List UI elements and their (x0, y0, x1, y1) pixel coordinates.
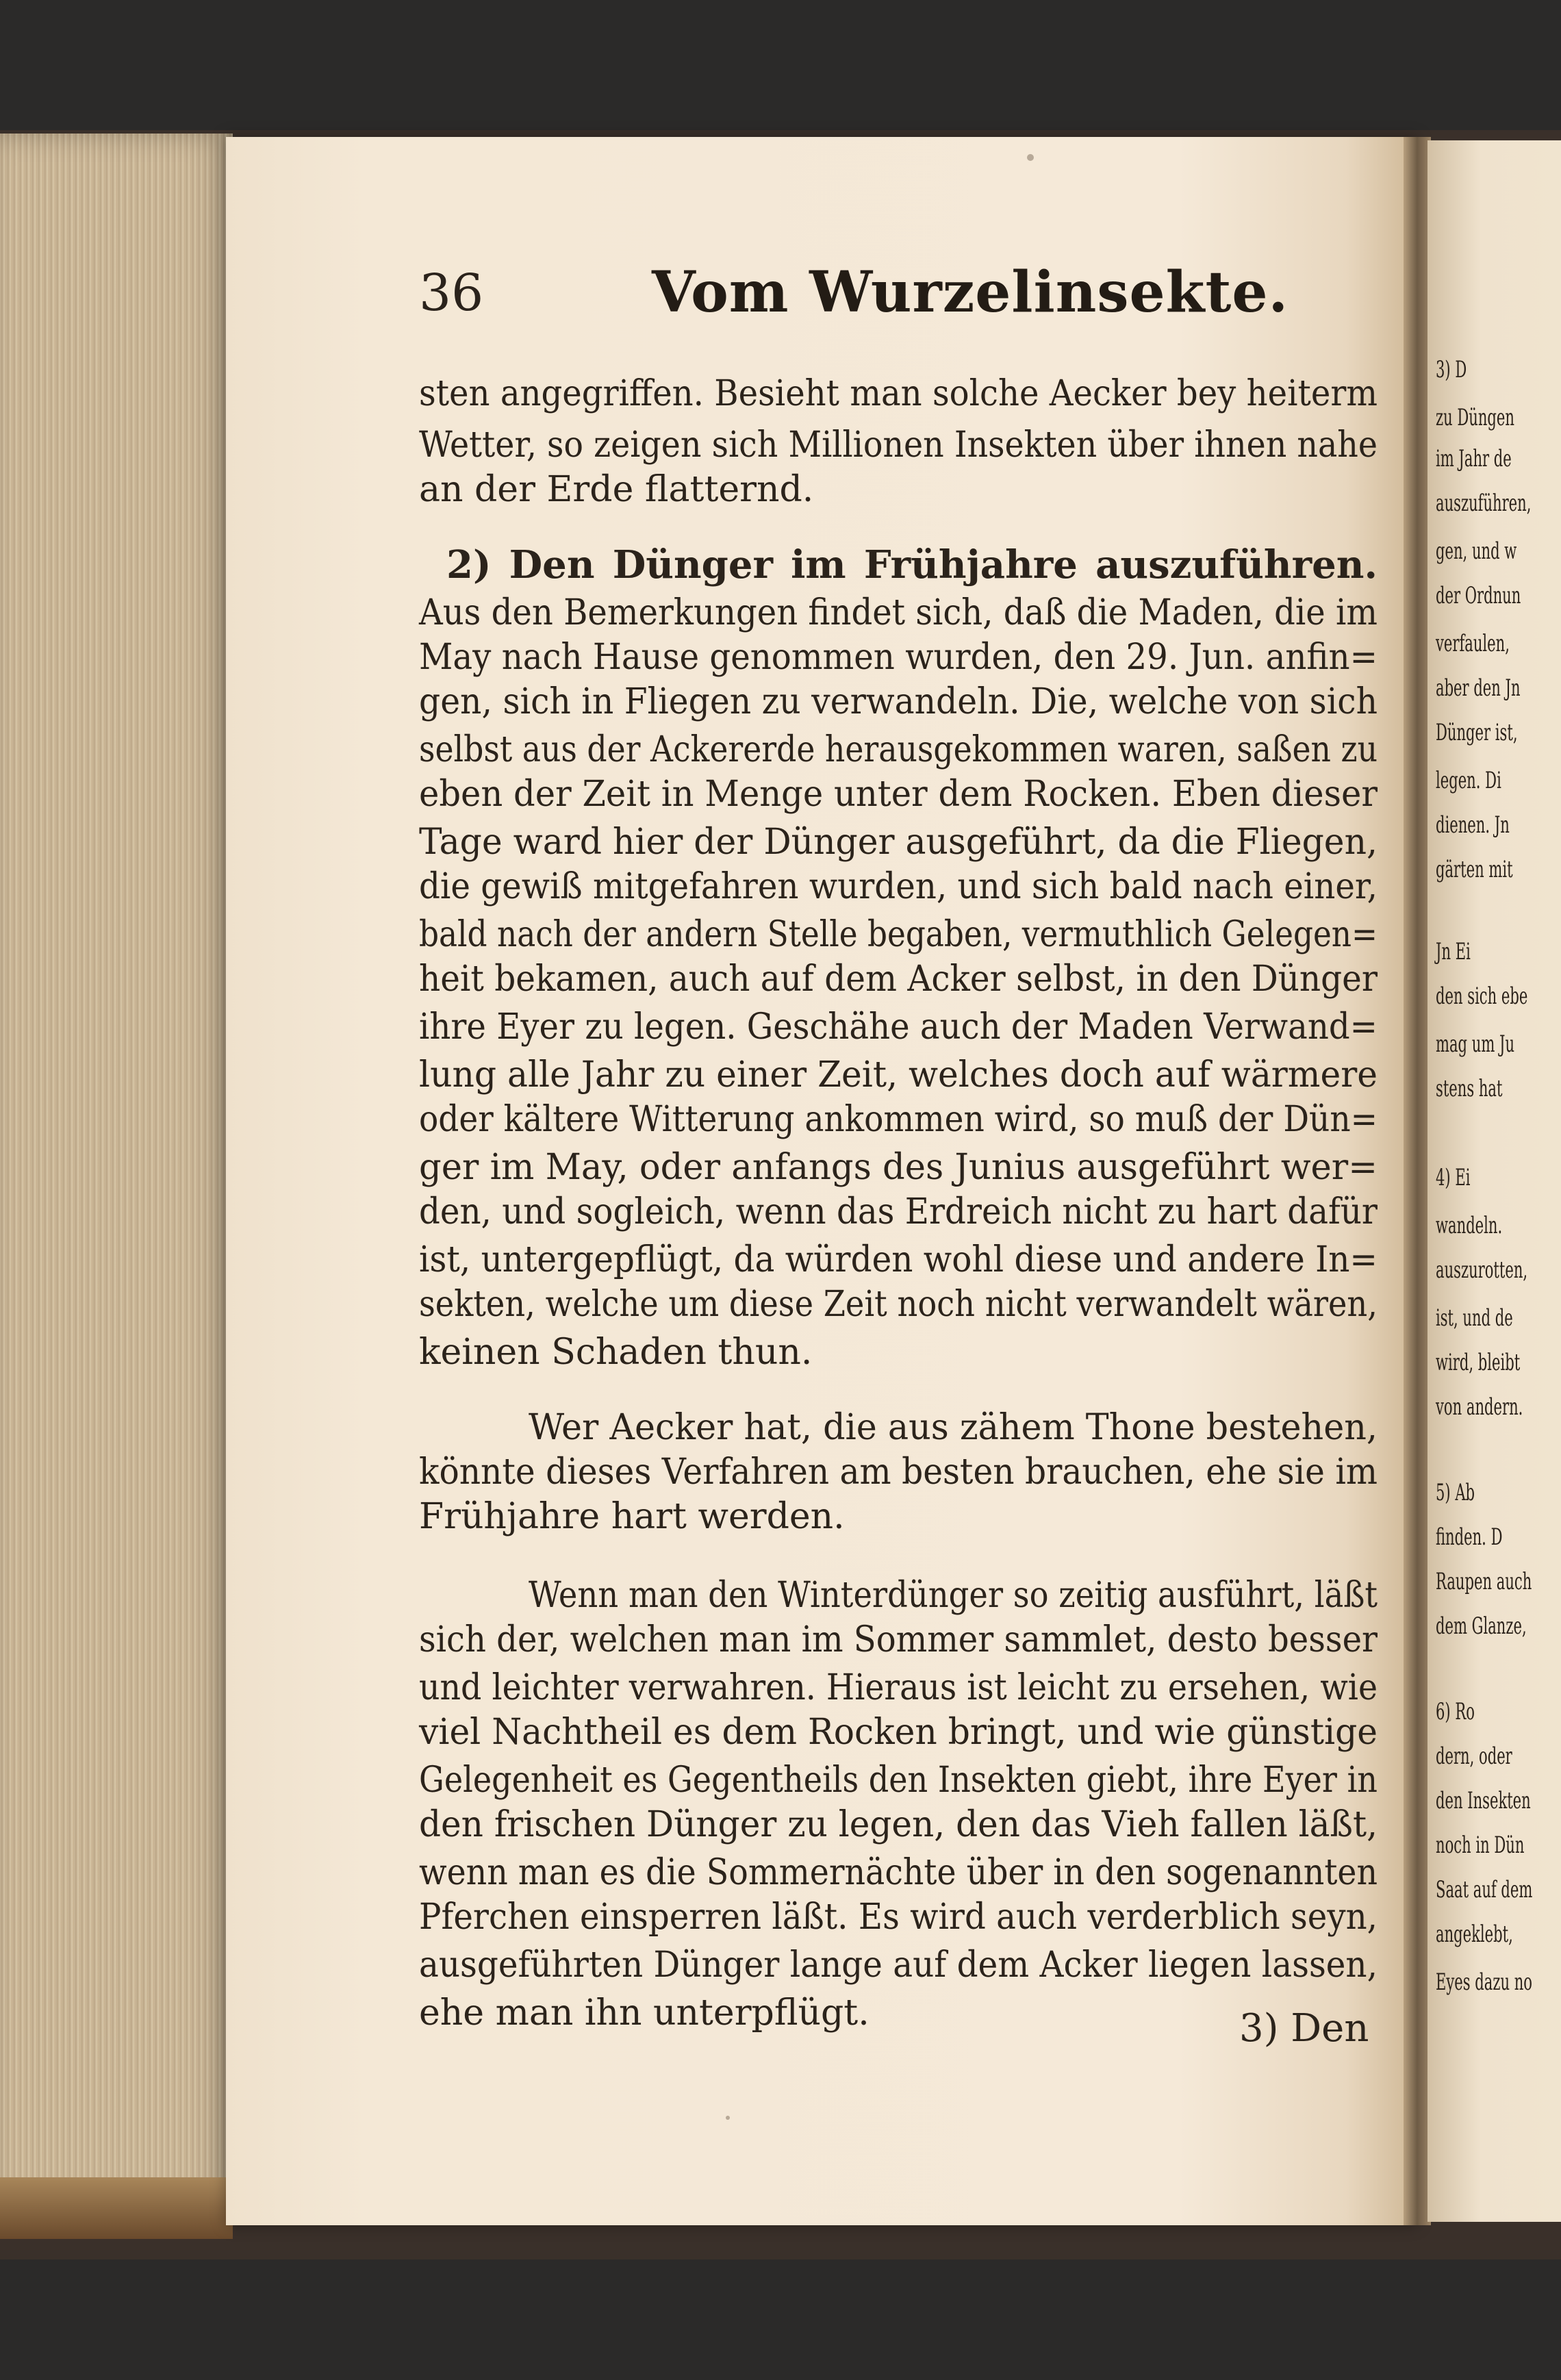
text-line: 2) Den Dünger im Frühjahre auszuführen. (446, 542, 1378, 587)
facing-page-line: 6) Ro (1436, 1698, 1475, 1725)
text-line: May nach Hause genommen wurden, den 29. Jun. anfin= (419, 637, 1378, 678)
text-line: die gewiß mitgefahren wurden, und sich bald nach einer, (419, 866, 1378, 907)
facing-page-line: von andern. (1436, 1393, 1523, 1421)
text-line: Wer Aecker hat, die aus zähem Thone bestehen, (529, 1407, 1378, 1448)
page-edges (0, 134, 233, 2208)
facing-page-line: im Jahr de (1436, 445, 1512, 472)
text-line: oder kältere Witterung ankommen wird, so muß der Dün= (419, 1099, 1378, 1140)
facing-page-line: 4) Ei (1436, 1164, 1471, 1191)
facing-page-line: verfaulen, (1436, 630, 1510, 657)
running-title: Vom Wurzelinsekte. (652, 259, 1289, 325)
facing-page-line: dern, oder (1436, 1743, 1512, 1770)
text-line: sten angegriffen. Besieht man solche Aecker bey heiterm (419, 373, 1378, 414)
text-line: ist, untergepflügt, da würden wohl diese und andere In= (419, 1239, 1378, 1280)
text-line: Aus den Bemerkungen findet sich, daß die Maden, die im (419, 592, 1378, 633)
text-line: Frühjahre hart werden. (419, 1496, 845, 1537)
facing-page-line: ist, und de (1436, 1304, 1513, 1332)
text-line: den, und sogleich, wenn das Erdreich nicht zu hart dafür (419, 1191, 1378, 1232)
text-line: Pferchen einsperren läßt. Es wird auch verderblich seyn, (419, 1897, 1378, 1938)
facing-page-line: der Ordnun (1436, 582, 1521, 609)
facing-page-line: wird, bleibt (1436, 1349, 1521, 1376)
page-number: 36 (419, 264, 484, 322)
text-line: an der Erde flatternd. (419, 469, 814, 510)
text-line: viel Nachtheil es dem Rocken bringt, und wie günstige (419, 1712, 1378, 1753)
facing-page-line: Jn Ei (1436, 938, 1471, 965)
facing-page-line: Saat auf dem (1436, 1876, 1533, 1903)
text-line: und leichter verwahren. Hieraus ist leicht zu ersehen, wie (419, 1667, 1378, 1708)
book-gutter (1404, 137, 1431, 2225)
facing-page-line: aber den Jn (1436, 674, 1521, 702)
facing-page-line: den Insekten (1436, 1787, 1531, 1814)
facing-page-line: gärten mit (1436, 856, 1513, 883)
facing-page-line: finden. D (1436, 1523, 1503, 1551)
text-line: gen, sich in Fliegen zu verwandeln. Die, welche von sich (419, 681, 1378, 722)
facing-page-line: 5) Ab (1436, 1479, 1475, 1506)
facing-page-line: stens hat (1436, 1075, 1503, 1102)
text-line: wenn man es die Sommernächte über in den sogenannten (419, 1852, 1378, 1893)
facing-page-line: gen, und w (1436, 537, 1517, 565)
facing-page-line: noch in Dün (1436, 1832, 1525, 1859)
text-line: bald nach der andern Stelle begaben, vermuthlich Gelegen= (419, 914, 1378, 955)
page-header (419, 259, 1378, 339)
text-line: lung alle Jahr zu einer Zeit, welches doch auf wärmere (419, 1054, 1378, 1096)
facing-page (1427, 140, 1561, 2222)
text-line: Tage ward hier der Dünger ausgeführt, da die Fliegen, (419, 822, 1378, 863)
text-line: ger im May, oder anfangs des Junius ausgeführt wer= (419, 1147, 1378, 1188)
facing-page-line: dienen. Jn (1436, 811, 1510, 839)
facing-page-line: den sich ebe (1436, 983, 1528, 1010)
facing-page-line: legen. Di (1436, 767, 1501, 794)
text-line: sich der, welchen man im Sommer sammlet, desto besser (419, 1619, 1378, 1660)
text-line: ihre Eyer zu legen. Geschähe auch der Maden Verwand= (419, 1007, 1378, 1048)
text-line: Gelegenheit es Gegentheils den Insekten giebt, ihre Eyer in (419, 1760, 1378, 1801)
text-line: Wetter, so zeigen sich Millionen Insekten über ihnen nahe (419, 425, 1378, 466)
catchword: 3) Den (1239, 2006, 1369, 2051)
text-line: könnte dieses Verfahren am besten brauchen, ehe sie im (419, 1452, 1378, 1493)
facing-page-line: angeklebt, (1436, 1921, 1513, 1948)
text-line: Wenn man den Winterdünger so zeitig ausführt, läßt (529, 1575, 1378, 1616)
facing-page-line: dem Glanze, (1436, 1612, 1527, 1640)
text-line: den frischen Dünger zu legen, den das Vieh fallen läßt, (419, 1804, 1378, 1845)
facing-page-line: Dünger ist, (1436, 719, 1518, 746)
text-line: selbst aus der Ackererde herausgekommen waren, saßen zu (419, 729, 1378, 770)
paper-speck (726, 2116, 730, 2120)
text-line: keinen Schaden thun. (419, 1332, 813, 1373)
facing-page-line: mag um Ju (1436, 1030, 1515, 1058)
facing-page-line: auszurotten, (1436, 1256, 1528, 1284)
text-line: ehe man ihn unterpflügt. (419, 1992, 870, 2034)
facing-page-line: Raupen auch (1436, 1568, 1532, 1595)
text-line: sekten, welche um diese Zeit noch nicht verwandelt wären, (419, 1284, 1378, 1325)
cover-bottom-edge (0, 2177, 233, 2239)
facing-page-line: wandeln. (1436, 1212, 1503, 1239)
facing-page-line: 3) D (1436, 356, 1467, 383)
facing-page-line: zu Düngen (1436, 404, 1514, 431)
facing-page-line: auszuführen, (1436, 490, 1532, 517)
text-line: heit bekamen, auch auf dem Acker selbst, in den Dünger (419, 959, 1378, 1000)
facing-page-line: Eyes dazu no (1436, 1968, 1533, 1996)
text-line: ausgeführten Dünger lange auf dem Acker liegen lassen, (419, 1945, 1378, 1986)
paper-speck (1027, 154, 1034, 161)
text-line: eben der Zeit in Menge unter dem Rocken. Eben dieser (419, 774, 1378, 815)
